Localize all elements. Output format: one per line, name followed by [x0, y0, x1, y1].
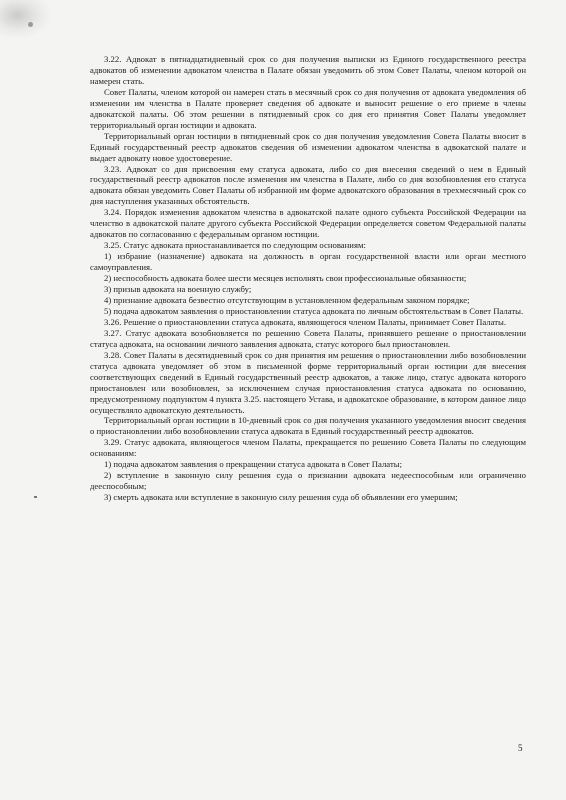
margin-mark [34, 496, 37, 498]
scan-shadow [0, 0, 50, 38]
paragraph-council-decision: Совет Палаты, членом которой он намерен стать в месячный срок со дня получения от адвоката уведомления об изменении им членства в Палате проверяет сведения об адвокате и выносит решение о его приеме в члены адвокатской палаты. Об этом решении в пятидневный срок со дня его принятия Совет Палаты уведомляет территориальный орган юстиции и адвоката. [90, 86, 526, 130]
paragraph-3-29: 3.29. Статус адвоката, являющегося членом Палаты, прекращается по решению Совета Палаты по следующим основаниям: [90, 437, 526, 459]
paragraph-justice-registry: Территориальный орган юстиции в пятидневный срок со дня получения уведомления Совета Палаты вносит в Единый государственный реестр адвокатов сведения об изменении адвокатом членства в адвокатской палате и выдает адвокату новое удостоверение. [90, 130, 526, 163]
paragraph-3-24: 3.24. Порядок изменения адвокатом членства в адвокатской палате одного субъекта Российской Федерации на членство в адвокатской палате другого субъекта Российской Федерации определяется советом Федеральной палаты адвокатов по согласованию с федеральным органом юстиции. [90, 207, 526, 240]
list-item-3-29-1: 1) подача адвокатом заявления о прекращении статуса адвоката в Совет Палаты; [104, 459, 402, 470]
paragraph-3-28: 3.28. Совет Палаты в десятидневный срок со дня принятия им решения о приостановлении либо возобновлении статуса адвоката уведомляет об этом в письменной форме территориальный орган юстиции для внесения соответствующих сведений в Единый государственный реестр адвокатов, а также лицо, статус адвоката которого приостановлен или возобновлен, за исключением случая приостановления статуса адвоката по основанию, предусмотренному подпунктом 4 пункта 3.25. настоящего Устава, и адвокатское образование, в котором данное лицо осуществляло адвокатскую деятельность. [90, 349, 526, 415]
paragraph-3-25: 3.25. Статус адвоката приостанавливается по следующим основаниям: [104, 240, 366, 251]
punch-hole-mark [28, 22, 33, 27]
paragraph-3-26: 3.26. Решение о приостановлении статуса адвоката, являющегося членом Палаты, принимает Совет Палаты. [104, 316, 507, 327]
paragraph-justice-10-day: Территориальный орган юстиции в 10-дневный срок со дня получения указанного уведомления вносит сведения о приостановлении либо возобновлении статуса адвоката в Единый государственный реестр адвокатов. [90, 415, 526, 437]
list-item-3-29-2: 2) вступление в законную силу решения суда о признании адвоката недееспособным или ограниченно дееспособным; [90, 470, 526, 492]
list-item-3-25-1: 1) избрание (назначение) адвоката на должность в орган государственной власти или орган местного самоуправления. [90, 251, 526, 273]
page-number: 5 [518, 743, 523, 753]
list-item-3-25-3: 3) призыв адвоката на военную службу; [104, 284, 252, 295]
paragraph-3-23: 3.23. Адвокат со дня присвоения ему статуса адвоката, либо со дня внесения сведений о нем в Единый государственный реестр адвокатов после изменения им членства в Палате, либо со дня возобновления его статуса адвоката обязан уведомить Совет Палаты об избранной им форме адвокатского образования в трехмесячный срок со дня наступления указанных обстоятельств. [90, 163, 526, 207]
document-body [90, 54, 526, 503]
paragraph-3-22: 3.22. Адвокат в пятнадцатидневный срок со дня получения выписки из Единого государственного реестра адвокатов об изменении адвокатом членства в Палате обязан уведомить об этом Совет Палаты, членом которой он намерен стать. [90, 54, 526, 86]
list-item-3-25-4: 4) признание адвоката безвестно отсутствующим в установленном федеральным законом порядке; [104, 294, 470, 305]
list-item-3-29-3: 3) смерть адвоката или вступление в законную силу решения суда об объявлении его умершим; [104, 492, 458, 503]
paragraph-3-27: 3.27. Статус адвоката возобновляется по решению Совета Палаты, принявшего решение о приостановлении статуса адвоката, на основании личного заявления адвоката, статус которого был приостановлен. [90, 327, 526, 349]
list-item-3-25-2: 2) неспособность адвоката более шести месяцев исполнять свои профессиональные обязанности; [104, 273, 467, 284]
list-item-3-25-5: 5) подача адвокатом заявления о приостановлении статуса адвоката по личным обстоятельствам в Совет Палаты. [104, 305, 524, 316]
